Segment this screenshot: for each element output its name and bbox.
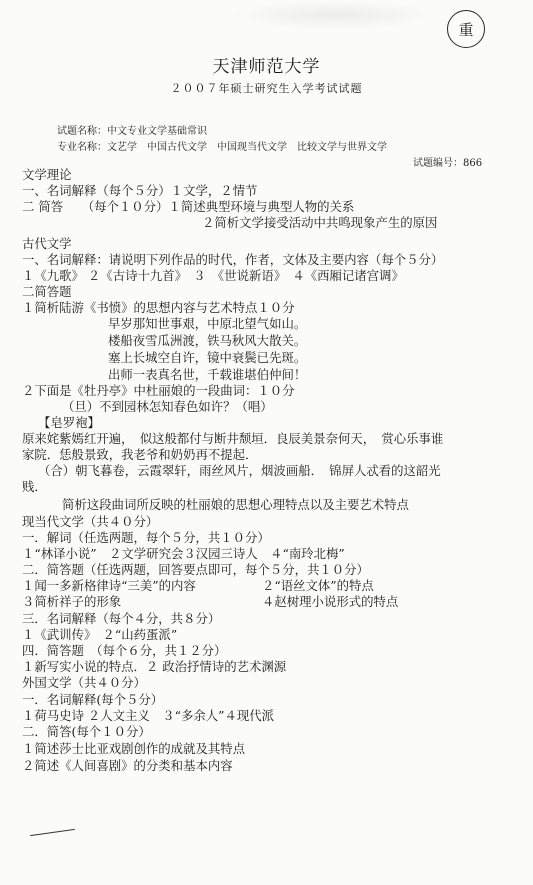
university-title: 天津师范大学 [212, 57, 321, 77]
section-heading: 外国文学（共４０分） [22, 675, 146, 690]
section-heading: 文学理论 [22, 167, 72, 182]
section-heading: 古代文学 [22, 236, 72, 251]
scan-smudge [230, 0, 440, 30]
exam-code: 试题编号：866 [413, 158, 483, 169]
question-line: 一、名词解释：请说明下列作品的时代，作者，文体及主要内容（每个５分） [22, 252, 444, 267]
question-line: １《九歌》 ２《古诗十九首》 ３ 《世说新语》 ４《西厢记诸宫调》 [22, 268, 404, 283]
question-line: 一．名词解释(每个５分） [22, 692, 164, 707]
lyric-line: 贱． [22, 479, 47, 494]
question-line: １简述莎士比亚戏剧创作的成就及其特点 [22, 741, 246, 756]
question-line: ２下面是《牡丹亭》中杜丽娘的一段曲词：１０分 [22, 383, 295, 398]
question-line: ２“语丝文体”的特点 [262, 578, 374, 593]
question-line: ２简析文学接受活动中共鸣现象产生的原因 [202, 215, 438, 230]
poem-line: 早岁那知世事艰，中原北望气如山。 [108, 316, 307, 331]
question-line: 一、名词解释（每个５分）１文学，２情节 [22, 183, 258, 198]
question-line: 一．解词（任选两题，每个５分，共１０分） [22, 530, 270, 545]
question-line: 三．名词解释（每个４分，共８分） [22, 611, 221, 626]
question-line: １简析陆游《书愤》的思想内容与艺术特点１０分 [22, 300, 295, 315]
question-line: ４赵树理小说形式的特点 [262, 594, 399, 609]
question-line: １闻一多新格律诗“三美”的内容 [22, 578, 196, 593]
question-line: 四．简答题 （每个６分，共１２分） [22, 643, 227, 658]
question-line: ２简述《人间喜剧》的分类和基本内容 [22, 758, 233, 773]
majors-line: 专业名称：文艺学 中国古代文学 中国现当代文学 比较文学与世界文学 [57, 142, 387, 153]
poem-line: 塞上长城空自许，镜中衰鬓已先斑。 [108, 350, 307, 365]
lyric-line: （合）朝飞暮卷，云霞翠轩，雨丝风片，烟波画船． 锦屏人忒看的这韶光 [38, 463, 441, 478]
poem-line: 出师一表真名世，千载谁堪伯仲间！ [108, 367, 307, 382]
question-line: １荷马史诗 ２人文主义 ３“多余人”４现代派 [22, 708, 275, 723]
pen-mark [30, 829, 75, 836]
exam-title: ２００７年硕士研究生入学考试试题 [170, 82, 363, 95]
poem-line: 楼船夜雪瓜洲渡，铁马秋风大散关。 [108, 333, 307, 348]
section-heading: 现当代文学（共４０分） [22, 514, 159, 529]
question-line: 二简答题 [22, 284, 72, 299]
question-line: ３简析祥子的形象 [22, 594, 122, 609]
lyric-line: 【皂罗袍】 [38, 415, 100, 430]
question-line: 二．简答题（任选两题，回答要点即可，每个５分，共１０分） [22, 562, 369, 577]
stamp-text: 重 [458, 20, 474, 39]
lyric-line: （旦）不到园林怎知春色如许？（唱） [62, 399, 273, 414]
subject-line: 试题名称：中文专业文学基础常识 [57, 126, 207, 137]
question-line: １“林译小说” ２文学研究会３汉园三诗人 ４“南玲北梅” [22, 546, 345, 561]
stamp-mark [447, 10, 485, 48]
question-line: １《武训传》 ２“山药蛋派” [22, 627, 178, 642]
question-line: 二．简答(每个１０分） [22, 724, 151, 739]
lyric-line: 家院．恁般景致，我老爷和奶奶再不提起． [22, 447, 258, 462]
question-line: 简析这段曲词所反映的杜丽娘的思想心理特点以及主要艺术特点 [62, 497, 409, 512]
lyric-line: 原来姹紫嫣红开遍， 似这般都付与断井颓垣．良辰美景奈何天， 赏心乐事谁 [22, 431, 444, 446]
question-line: １新写实小说的特点．２ 政治抒情诗的艺术渊源 [22, 659, 287, 674]
question-line: 二 简答 （每个１０分）１简述典型环境与典型人物的关系 [22, 199, 355, 214]
